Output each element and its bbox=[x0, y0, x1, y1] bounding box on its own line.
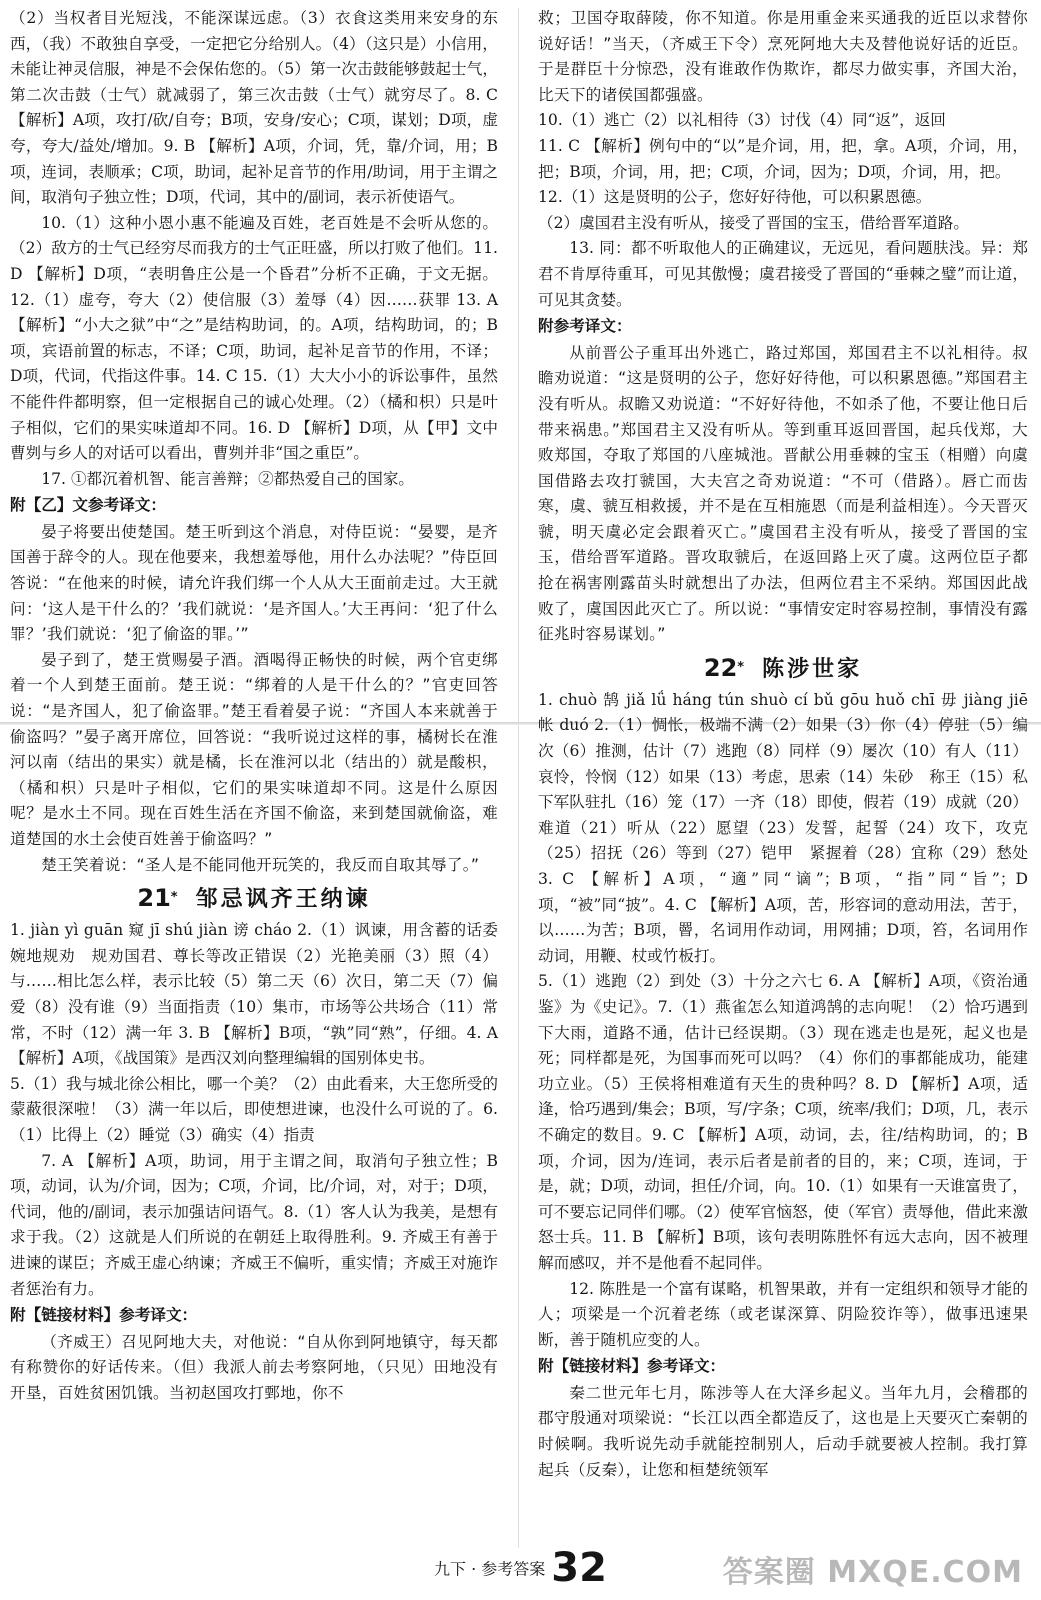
footer-label: 九下 · 参考答案 bbox=[434, 1559, 546, 1579]
section-title: 陈涉世家 bbox=[762, 656, 863, 682]
answer-paragraph: 1. chuò 鹄 jiǎ lǘ háng tún shuò cí bǔ gōu huǒ chī 毋 jiàng jiē 帐 duó 2.（1）惆怅，极端不满（2）如果（3）你（4）停驻（5）编次（6）推测，估计（7）逃跑（8）同样（9）屡次（10）有人（11）哀怜，怜悯（12）如果（13）考虑，思索（14）朱砂 称王（15）私下军队驻扎（16）笼（17）一齐（18）即使，假若（19）成就（20）难道（21）听从（22）愿望（23）发誓，起誓（24）攻下，攻克（25）招抚（26）等到（27）铠甲 紧握着（28）宜称（29）愁处 3. C 【解析】A项，“適”同“谪”；B项，“指”同“旨”；D项，“被”同“披”。4. C 【解析】A项，苦，形容词的意动用法，苦于，以……为苦；B项，罾，名词用作动词，用网捕；D项，笞，名词用作动词，用鞭、杖或竹板打。 bbox=[538, 690, 1028, 965]
translation-paragraph: 秦二世元年七月，陈涉等人在大泽乡起义。当年九月，会稽郡的郡守殷通对项梁说：“长江以西全都造反了，这也是上天要灭亡秦朝的时候啊。我听说先动手就能控制别人，后动手就要被人控制。我打算起兵（反秦），让您和桓楚统领军 bbox=[538, 1383, 1028, 1479]
section-heading bbox=[10, 880, 498, 918]
translation-block bbox=[538, 6, 1028, 108]
translation-block bbox=[538, 341, 1028, 648]
translation-label: 附参考译文： bbox=[538, 317, 632, 336]
translation-label: 附【链接材料】参考译文： bbox=[538, 1357, 726, 1376]
answer-paragraph: 12.（1）这是贤明的公子，您好好待他，可以积累恩德。 bbox=[538, 188, 932, 207]
left-column bbox=[10, 6, 498, 1406]
translation-paragraph: 从前晋公子重耳出外逃亡，路过郑国，郑国君主不以礼相待。叔瞻劝说道：“这是贤明的公子，您好好待他，可以积累恩德。”郑国君主没有听从。叔瞻又劝说道：“不好好待他，不如杀了他，不要让他日后带来祸患。”郑国君主又没有听从。等到重耳返回晋国，起兵伐郑，大败郑国，夺取了郑国的八座城池。晋献公用垂棘的宝玉（相赠）向虞国借路去攻打虢国，大夫宫之奇劝说道：“不可（借路）。唇亡而齿寒，虞、虢互相救援，并不是在互相施恩（而是利益相连）。今天晋灭虢，明天虞必定会跟着灭亡。”虞国君主没有听从，接受了晋国的宝玉，借给晋军道路。晋攻取虢后，在返回路上灭了虞。这两位臣子都抢在祸害刚露苗头时就想出了办法，但两位君主不采纳。郑国因此战败了，虞国因此灭亡了。所以说：“事情安定时容易控制，事情没有露征兆时容易谋划。” bbox=[538, 343, 1028, 644]
section-number: 22 bbox=[703, 653, 738, 682]
translation-paragraph: 晏子将要出使楚国。楚王听到这个消息，对侍臣说：“晏婴，是齐国善于辞令的人。现在他要来，我想羞辱他，用什么办法呢？”侍臣回答说：“在他来的时候，请允许我们绑一个人从大王面前走过。大王就问：‘这人是干什么的？’我们就说：‘是齐国人。’大王再问：‘犯了什么罪？’我们就说：‘犯了偷盗的罪。’” bbox=[10, 522, 498, 644]
translation-label: 附【乙】文参考译文： bbox=[10, 496, 166, 515]
translation-label: 附【链接材料】参考译文： bbox=[10, 1306, 198, 1325]
section-title: 邹忌讽齐王纳谏 bbox=[195, 887, 371, 913]
translation-block bbox=[10, 1330, 498, 1407]
answer-paragraph: 5.（1）我与城北徐公相比，哪一个美？（2）由此看来，大王您所受的蒙蔽很深啦！（3）满一年以后，即使想进谏，也没什么可说的了。6.（1）比得上（2）睡觉（3）确实（4）指责 bbox=[10, 1074, 498, 1144]
section-number: 21 bbox=[137, 884, 171, 913]
answer-paragraph: （2）虞国君主没有听从，接受了晋国的宝玉，借给晋军道路。 bbox=[538, 213, 969, 232]
answer-paragraph: 12. 陈胜是一个富有谋略，机智果敢，并有一定组织和领导才能的人；项梁是一个沉着老练（或老谋深算、阴险狡诈等），做事迅速果断，善于随机应变的人。 bbox=[538, 1279, 1028, 1349]
section-star: * bbox=[737, 659, 745, 675]
translation-block bbox=[538, 1381, 1028, 1483]
answer-paragraph: （2）当权者目光短浅，不能深谋远虑。（3）衣食这类用来安身的东西，（我）不敢独自享受，一定把它分给别人。（4）（这只是）小信用，未能让神灵信服，神是不会保佑您的。（5）第一次击鼓能够鼓起士气，第二次击鼓（士气）就减弱了，第三次击鼓（士气）就穷尽了。8. C 【解析】A项，攻打/砍/自夸；B项，安身/安心；C项，谋划；D项，虚夸，夸大/益处/增加。9. B 【解析】A项，介词，凭，靠/介词，用；B项，连词，表顺承；C项，助词，起补足音节的作用/助词，用于主谓之间，取消句子独立性；D项，代词，其中的/副词，表示祈使语气。 bbox=[10, 9, 498, 207]
answer-paragraph: 10.（1）这种小恩小惠不能遍及百姓，老百姓是不会听从您的。（2）敌方的士气已经穷尽而我方的士气正旺盛，所以打败了他们。11. D 【解析】D项，“表明鲁庄公是一个昏君”分析不正确，于文无据。12.（1）虚夸，夸大（2）使信服（3）羞辱（4）因……获罪 13. A 【解析】“小大之狱”中“之”是结构助词，的。A项，结构助词，的；B项，宾语前置的标志，不译；C项，助词，起补足音节的作用，不译；D项，代词，代指这件事。14. C 15.（1）大大小小的诉讼事件，虽然不能件件都明察，但一定根据自己的诚心处理。（2）（橘和枳）只是叶子相似，它们的果实味道却不同。16. D 【解析】D项，从【甲】文中曹刿与乡人的对话可以看出，曹刿并非“国之重臣”。 bbox=[10, 213, 498, 463]
answer-paragraph: 5.（1）逃跑（2）到处（3）十分之六七 6. A 【解析】A项，《资治通鉴》为《史记》。7.（1）燕雀怎么知道鸿鹄的志向呢！（2）恰巧遇到下大雨，道路不通，估计已经误期。（3）现在逃走也是死，起义也是死；同样都是死，为国事而死可以吗？（4）你们的事都能成功，能建功立业。（5）王侯将相难道有天生的贵种吗？8. D 【解析】A项，适逢，恰巧遇到/集会；B项，写/字条；C项，统率/我们；D项，几，表示不确定的数目。9. C 【解析】A项，动词，去，往/结构助词，的；B项，介词，因为/连词，表示后者是前者的目的，来；C项，连词，于是，就；D项，动词，担任/介词，向。10.（1）如果有一天谁富贵了，可不要忘记同伴们哪。（2）使军官恼怒，使（军官）责辱他，借此来激怒士兵。11. B 【解析】B项，该句表明陈胜怀有远大志向，因不被理解而感叹，并不是他看不起同伴。 bbox=[538, 972, 1028, 1272]
section-heading bbox=[538, 650, 1028, 688]
watermark: 答案圈 MXQE.COM bbox=[722, 1555, 1023, 1590]
translation-paragraph: 晏子到了，楚王赏赐晏子酒。酒喝得正畅快的时候，两个官吏绑着一个人到楚王面前。楚王说：“绑着的人是干什么的？”官吏回答说：“是齐国人，犯了偷盗罪。”楚王看着晏子说：“齐国人本来就善于偷盗吗？”晏子离开席位，回答说：“我听说过这样的事，橘树长在淮河以南（结出的果实）就是橘，长在淮河以北（结出的）就是酸枳，（橘和枳）只是叶子相似，它们的果实味道却不同。这是什么原因呢？是水土不同。现在百姓生活在齐国不偷盗，来到楚国就偷盗，难道楚国的水土会使百姓善于偷盗吗？” bbox=[10, 650, 498, 848]
column-divider bbox=[518, 8, 519, 1548]
answer-paragraph: 13. 同：都不听取他人的正确建议，无远见，看问题肤浅。异：郑君不肯厚待重耳，可见其傲慢；虞君接受了晋国的“垂棘之璧”而让道，可见其贪婪。 bbox=[538, 239, 1028, 309]
right-column bbox=[538, 6, 1028, 1483]
answer-paragraph: 11. C 【解析】例句中的“以”是介词，用，把，拿。A项，介词，用，把；B项，介词，用，把；C项，介词，因为；D项，介词，用，把。 bbox=[538, 136, 1028, 181]
answer-paragraph: 7. A 【解析】A项，助词，用于主谓之间，取消句子独立性；B项，动词，认为/介词，因为；C项，介词，比/介词，对，对于；D项，代词，他的/副词，表示加强诘问语气。8.（1）客人认为我美，是想有求于我。（2）这就是人们所说的在朝廷上取得胜利。9. 齐威王有善于进谏的谋臣；齐威王虚心纳谏；齐威王不偏听，重实情；齐威王对施诈者惩治有力。 bbox=[10, 1151, 498, 1298]
translation-paragraph: 楚王笑着说：“圣人是不能同他开玩笑的，我反而自取其辱了。” bbox=[41, 855, 480, 874]
answer-paragraph: 17. ①都沉着机智、能言善辩；②都热爱自己的国家。 bbox=[41, 469, 415, 488]
page-number: 32 bbox=[551, 1545, 607, 1591]
translation-block bbox=[10, 520, 498, 878]
answer-paragraph: 1. jiàn yì guān 窥 jī shú jiàn 谤 cháo 2.（1）讽谏，用含蓄的话委婉地规劝 规劝国君、尊长等改正错误（2）光艳美丽（3）照（4）与……相比怎么样，表示比较（5）第二天（6）次日，第二天（7）偏爱（8）没有谁（9）当面指责（10）集市，市场等公共场合（11）常常，不时（12）满一年 3. B 【解析】B项，“孰”同“熟”，仔细。4. A 【解析】A项，《战国策》是西汉刘向整理编辑的国别体史书。 bbox=[10, 921, 498, 1068]
translation-paragraph: （齐威王）召见阿地大夫，对他说：“自从你到阿地镇守，每天都有称赞你的好话传来。（但）我派人前去考察阿地，（只见）田地没有开垦，百姓贫困饥饿。当初赵国攻打鄄地，你不 bbox=[10, 1332, 498, 1402]
answer-paragraph: 10.（1）逃亡（2）以礼相待（3）讨伐（4）同“返”，返回 bbox=[538, 111, 946, 130]
translation-paragraph: 救；卫国夺取薛陵，你不知道。你是用重金来买通我的近臣以求替你说好话！”当天，（齐威王下令）烹死阿地大夫及替他说好话的近臣。于是群臣十分惊恐，没有谁敢作伪欺诈，都尽力做实事，齐国大治，比天下的诸侯国都强盛。 bbox=[538, 9, 1028, 104]
section-star: * bbox=[170, 890, 178, 906]
